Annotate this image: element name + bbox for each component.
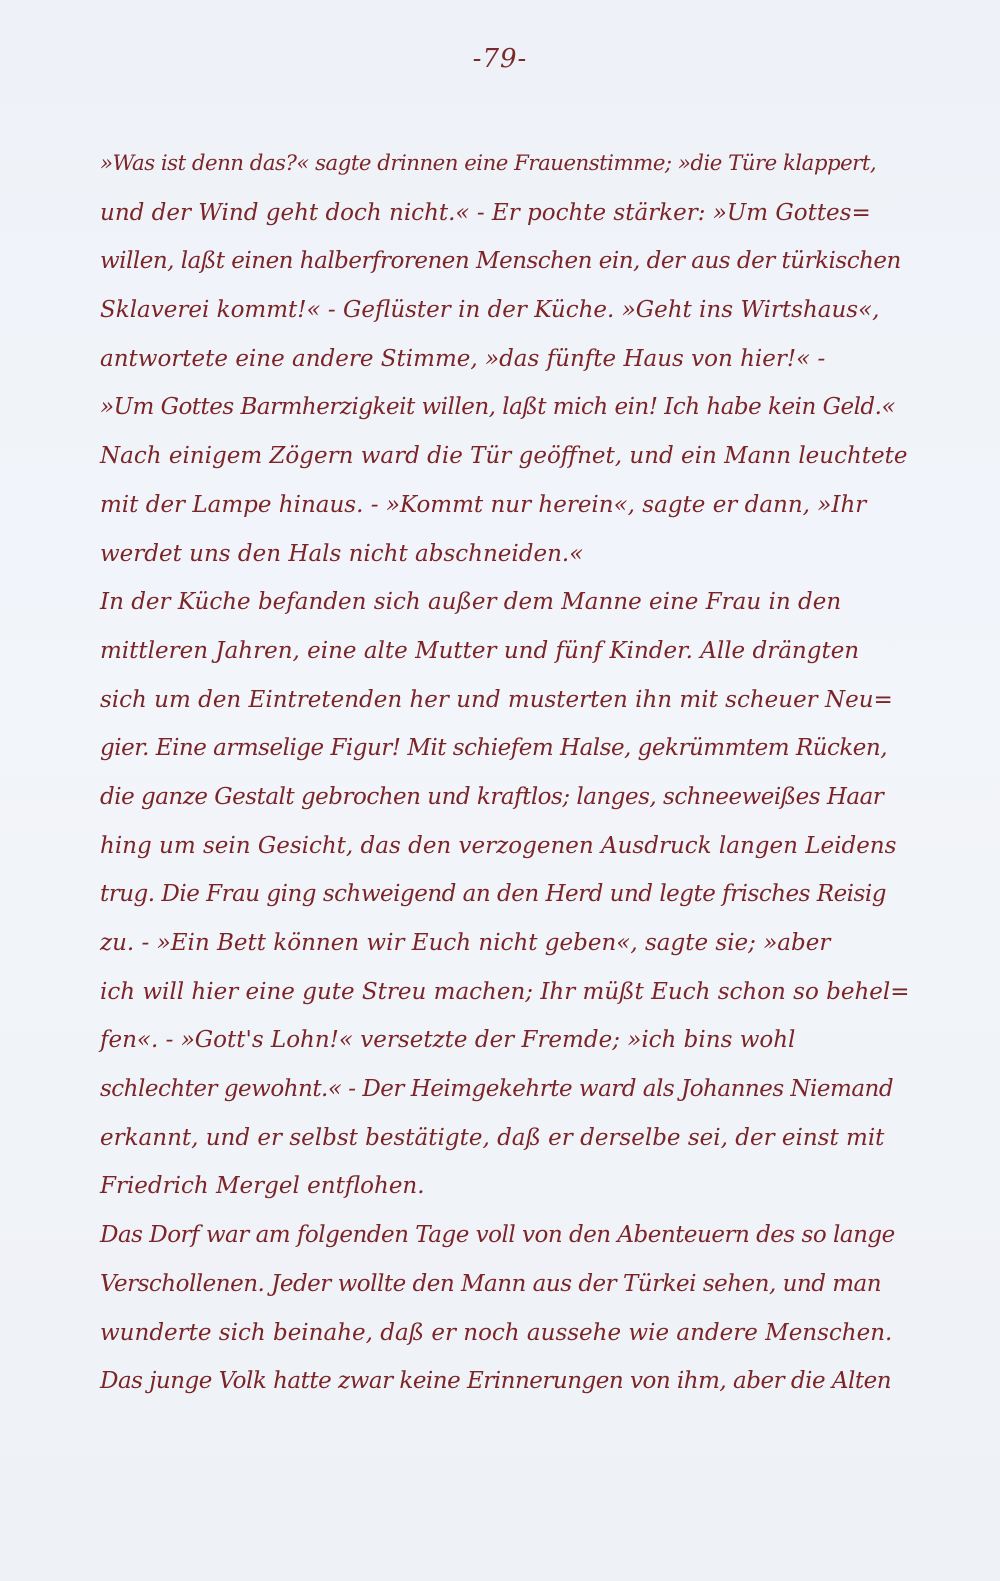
text-line: schlechter gewohnt.« - Der Heimgekehrte ward als Johannes Niemand [100,1076,894,1103]
text-line: zu. - »Ein Bett können wir Euch nicht geben«, sagte sie; »aber [100,930,831,956]
text-line: fen«. - »Gott's Lohn!« versetzte der Fremde; »ich bins wohl [100,1027,796,1054]
text-line: Sklaverei kommt!« - Geflüster in der Küche. »Geht ins Wirtshaus«, [100,297,880,324]
text-line: antwortete eine andere Stimme, »das fünfte Haus von hier!« - [100,345,826,372]
text-line: erkannt, und er selbst bestätigte, daß er derselbe sei, der einst mit [100,1124,885,1151]
text-line: sich um den Eintretenden her und musterten ihn mit scheuer Neu= [100,686,893,713]
text-line: »Um Gottes Barmherzigkeit willen, laßt mich ein! Ich habe kein Geld.« [100,394,896,421]
text-line: und der Wind geht doch nicht.« - Er pochte stärker: »Um Gottes= [100,199,871,226]
text-line: werdet uns den Hals nicht abschneiden.« [100,540,584,567]
text-line: wunderte sich beinahe, daß er noch aussehe wie andere Menschen. [100,1319,893,1346]
text-line: willen, laßt einen halberfrorenen Menschen ein, der aus der türkischen [100,248,901,275]
text-line: die ganze Gestalt gebrochen und kraftlos; langes, schneeweißes Haar [100,783,884,810]
text-line: »Was ist denn das?« sagte drinnen eine Frauenstimme; »die Türe klappert, [100,151,877,176]
text-line: Nach einigem Zögern ward die Tür geöffnet, und ein Mann leuchtete [100,443,908,470]
text-line: Verschollenen. Jeder wollte den Mann aus der Türkei sehen, und man [100,1270,882,1297]
text-line: gier. Eine armselige Figur! Mit schiefem Halse, gekrümmtem Rücken, [100,735,888,762]
text-line: mittleren Jahren, eine alte Mutter und fünf Kinder. Alle drängten [100,637,860,664]
text-line: hing um sein Gesicht, das den verzogenen Ausdruck langen Leidens [100,832,897,859]
text-line: ich will hier eine gute Streu machen; Ihr müßt Euch schon so behel= [100,978,910,1005]
handwritten-text-block [100,140,912,1406]
text-line: Friedrich Mergel entflohen. [100,1173,425,1200]
text-line: Das junge Volk hatte zwar keine Erinnerungen von ihm, aber die Alten [100,1368,892,1395]
text-line: mit der Lampe hinaus. - »Kommt nur herein«, sagte er dann, »Ihr [100,491,867,518]
text-line: trug. Die Frau ging schweigend an den Herd und legte frisches Reisig [100,881,886,908]
text-line: Das Dorf war am folgenden Tage voll von den Abenteuern des so lange [100,1222,895,1249]
text-line: In der Küche befanden sich außer dem Manne eine Frau in den [100,589,842,616]
page-number: -79- [472,44,528,74]
